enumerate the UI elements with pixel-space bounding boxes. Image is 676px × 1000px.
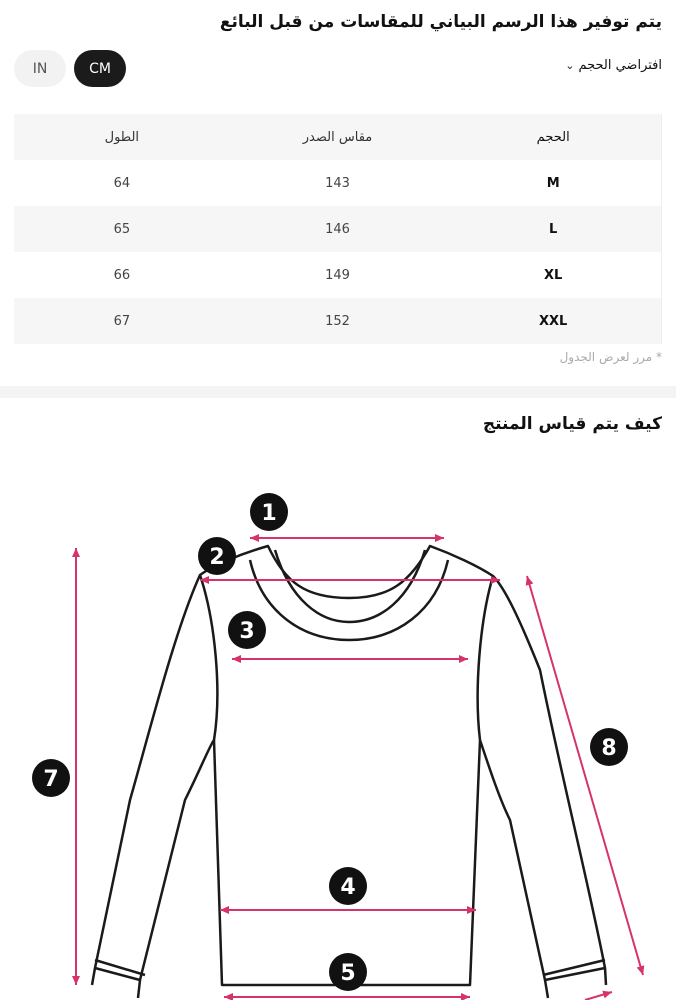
svg-text:1: 1 [261,501,277,526]
table-row [14,160,661,206]
number-markers [32,493,628,991]
table-row [14,206,661,252]
cell-size: L [549,221,558,237]
sweater-measurement-diagram [0,470,676,1000]
cell-size: XXL [539,313,568,329]
cell-chest: 143 [325,175,350,191]
svg-text:2: 2 [209,545,225,570]
table-row [14,252,661,298]
size-table [14,114,662,344]
marker-2 [198,537,236,575]
unit-toggle [14,50,126,87]
cell-length: 66 [113,267,131,283]
header-length: الطول [104,129,140,145]
svg-text:3: 3 [239,619,255,644]
table-row [14,298,661,344]
unit-in-button[interactable]: IN [14,50,66,87]
table-header-row [14,114,661,160]
marker-1 [250,493,288,531]
how-to-measure-title: كيف يتم قياس المنتج [482,414,662,434]
svg-text:7: 7 [43,767,59,792]
cell-chest: 146 [325,221,350,237]
cell-chest: 152 [325,313,350,329]
svg-text:5: 5 [340,961,356,986]
cell-size: XL [544,267,563,283]
cell-length: 65 [113,221,131,237]
sweater-outline [92,546,606,998]
header-size: الحجم [536,129,570,145]
measurement-lines [76,538,643,1000]
cell-length: 64 [113,175,131,191]
scroll-hint: * مرر لعرض الجدول [559,350,662,364]
size-dropdown-label: افتراضي الحجم [578,58,662,73]
cell-chest: 149 [325,267,350,283]
chevron-down-icon: ⌄ [565,59,575,72]
marker-5 [329,953,367,991]
unit-cm-button[interactable]: CM [74,50,126,87]
marker-8 [590,728,628,766]
cell-size: M [546,175,560,191]
header-chest: مقاس الصدر [302,129,373,145]
marker-3 [228,611,266,649]
marker-4 [329,867,367,905]
size-dropdown[interactable] [565,58,662,73]
marker-7 [32,759,70,797]
cell-length: 67 [113,313,131,329]
sleeve-line [527,576,643,975]
section-divider [0,386,676,398]
svg-text:8: 8 [601,736,617,761]
svg-text:4: 4 [340,875,356,900]
size-chart-title: يتم توفير هذا الرسم البياني للمقاسات من قبل البائع [219,12,662,32]
cuff-line [585,992,612,1000]
